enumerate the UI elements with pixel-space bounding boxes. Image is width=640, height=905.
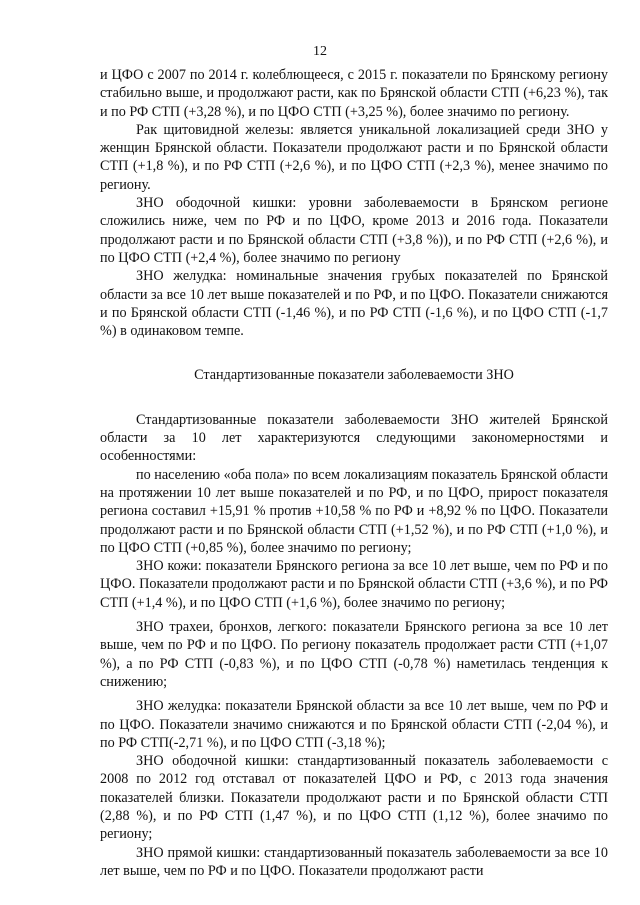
paragraph: ЗНО ободочной кишки: стандартизованный показатель заболеваемости с 2008 по 2012 год отставал от показателей ЦФО и РФ, с 2013 года значения показателей близки. Показатели продолжают расти и по Брянской области СТП (2,88 %), и по РФ СТП (1,47 %), и по ЦФО СТП (1,12 %), более значимо по региону; <box>100 753 608 843</box>
paragraph: ЗНО кожи: показатели Брянского региона за все 10 лет выше, чем по РФ и по ЦФО. Показатели продолжают расти и по Брянской области СТП (+3,6 %), и по РФ СТП (+1,4 %), и по ЦФО СТП (+1,6 %), более значимо по региону; <box>100 558 608 611</box>
paragraph: ЗНО трахеи, бронхов, легкого: показатели Брянского региона за все 10 лет выше, чем по РФ и по ЦФО. По региону показатель продолжает расти СТП (+1,07 %), а по РФ СТП (-0,83 %), и по ЦФО СТП (-0,78 %) наметилась тенденция к снижению; <box>100 619 608 690</box>
page-number: 12 <box>313 44 327 59</box>
paragraph: по населению «оба пола» по всем локализациям показатель Брянской области на протяжении 10 лет выше показателей и по РФ, и по ЦФО, прирост показателя региона составил +15,91 % против +10,58 % по РФ и +8,92 % по ЦФО. Показатели продолжают расти и по Брянской области СТП (+1,52 %), и по РФ СТП (+1,0 %), и по ЦФО СТП (+0,85 %), более значимо по региону; <box>100 466 608 556</box>
section-heading: Стандартизованные показатели заболеваемости ЗНО <box>194 367 514 384</box>
paragraph: ЗНО желудка: показатели Брянской области за все 10 лет выше, чем по РФ и по ЦФО. Показатели значимо снижаются и по Брянской области СТП (-2,04 %), и по РФ СТП(-2,71 %), и по ЦФО СТП (-3,18 %); <box>100 698 608 751</box>
paragraph: Рак щитовидной железы: является уникальной локализацией среди ЗНО у женщин Брянской области. Показатели продолжают расти и по Брянской области СТП (+1,8 %), и по РФ СТП (+2,6 %), и по ЦФО СТП (+2,3 %), менее значимо по региону. <box>100 121 608 193</box>
paragraph: и ЦФО с 2007 по 2014 г. колеблющееся, с 2015 г. показатели по Брянскому региону стабильно выше, и продолжают расти, как по Брянской области СТП (+6,23 %), так и по РФ СТП (+3,28 %), и по ЦФО СТП (+3,25 %), более значимо по региону. <box>100 67 608 120</box>
paragraph: ЗНО прямой кишки: стандартизованный показатель заболеваемости за все 10 лет выше, чем по РФ и по ЦФО. Показатели продолжают расти <box>100 844 608 879</box>
document-body <box>100 66 608 880</box>
paragraph: ЗНО ободочной кишки: уровни заболеваемости в Брянском регионе сложились ниже, чем по РФ и по ЦФО, кроме 2013 и 2016 года. Показатели продолжают расти и по Брянской области СТП (+3,8 %)), и по РФ СТП (+2,6 %), и по ЦФО СТП (+2,4 %), более значимо по региону <box>100 195 608 266</box>
paragraph: ЗНО желудка: номинальные значения грубых показателей по Брянской области за все 10 лет выше показателей и по РФ, и по ЦФО. Показатели снижаются и по Брянской области СТП (-1,46 %), и по РФ СТП (-1,6 %), и по ЦФО СТП (-1,7 %) в одинаковом темпе. <box>100 268 608 340</box>
paragraph: Стандартизованные показатели заболеваемости ЗНО жителей Брянской области за 10 лет характеризуются следующими закономерностями и особенностями: <box>100 411 608 465</box>
